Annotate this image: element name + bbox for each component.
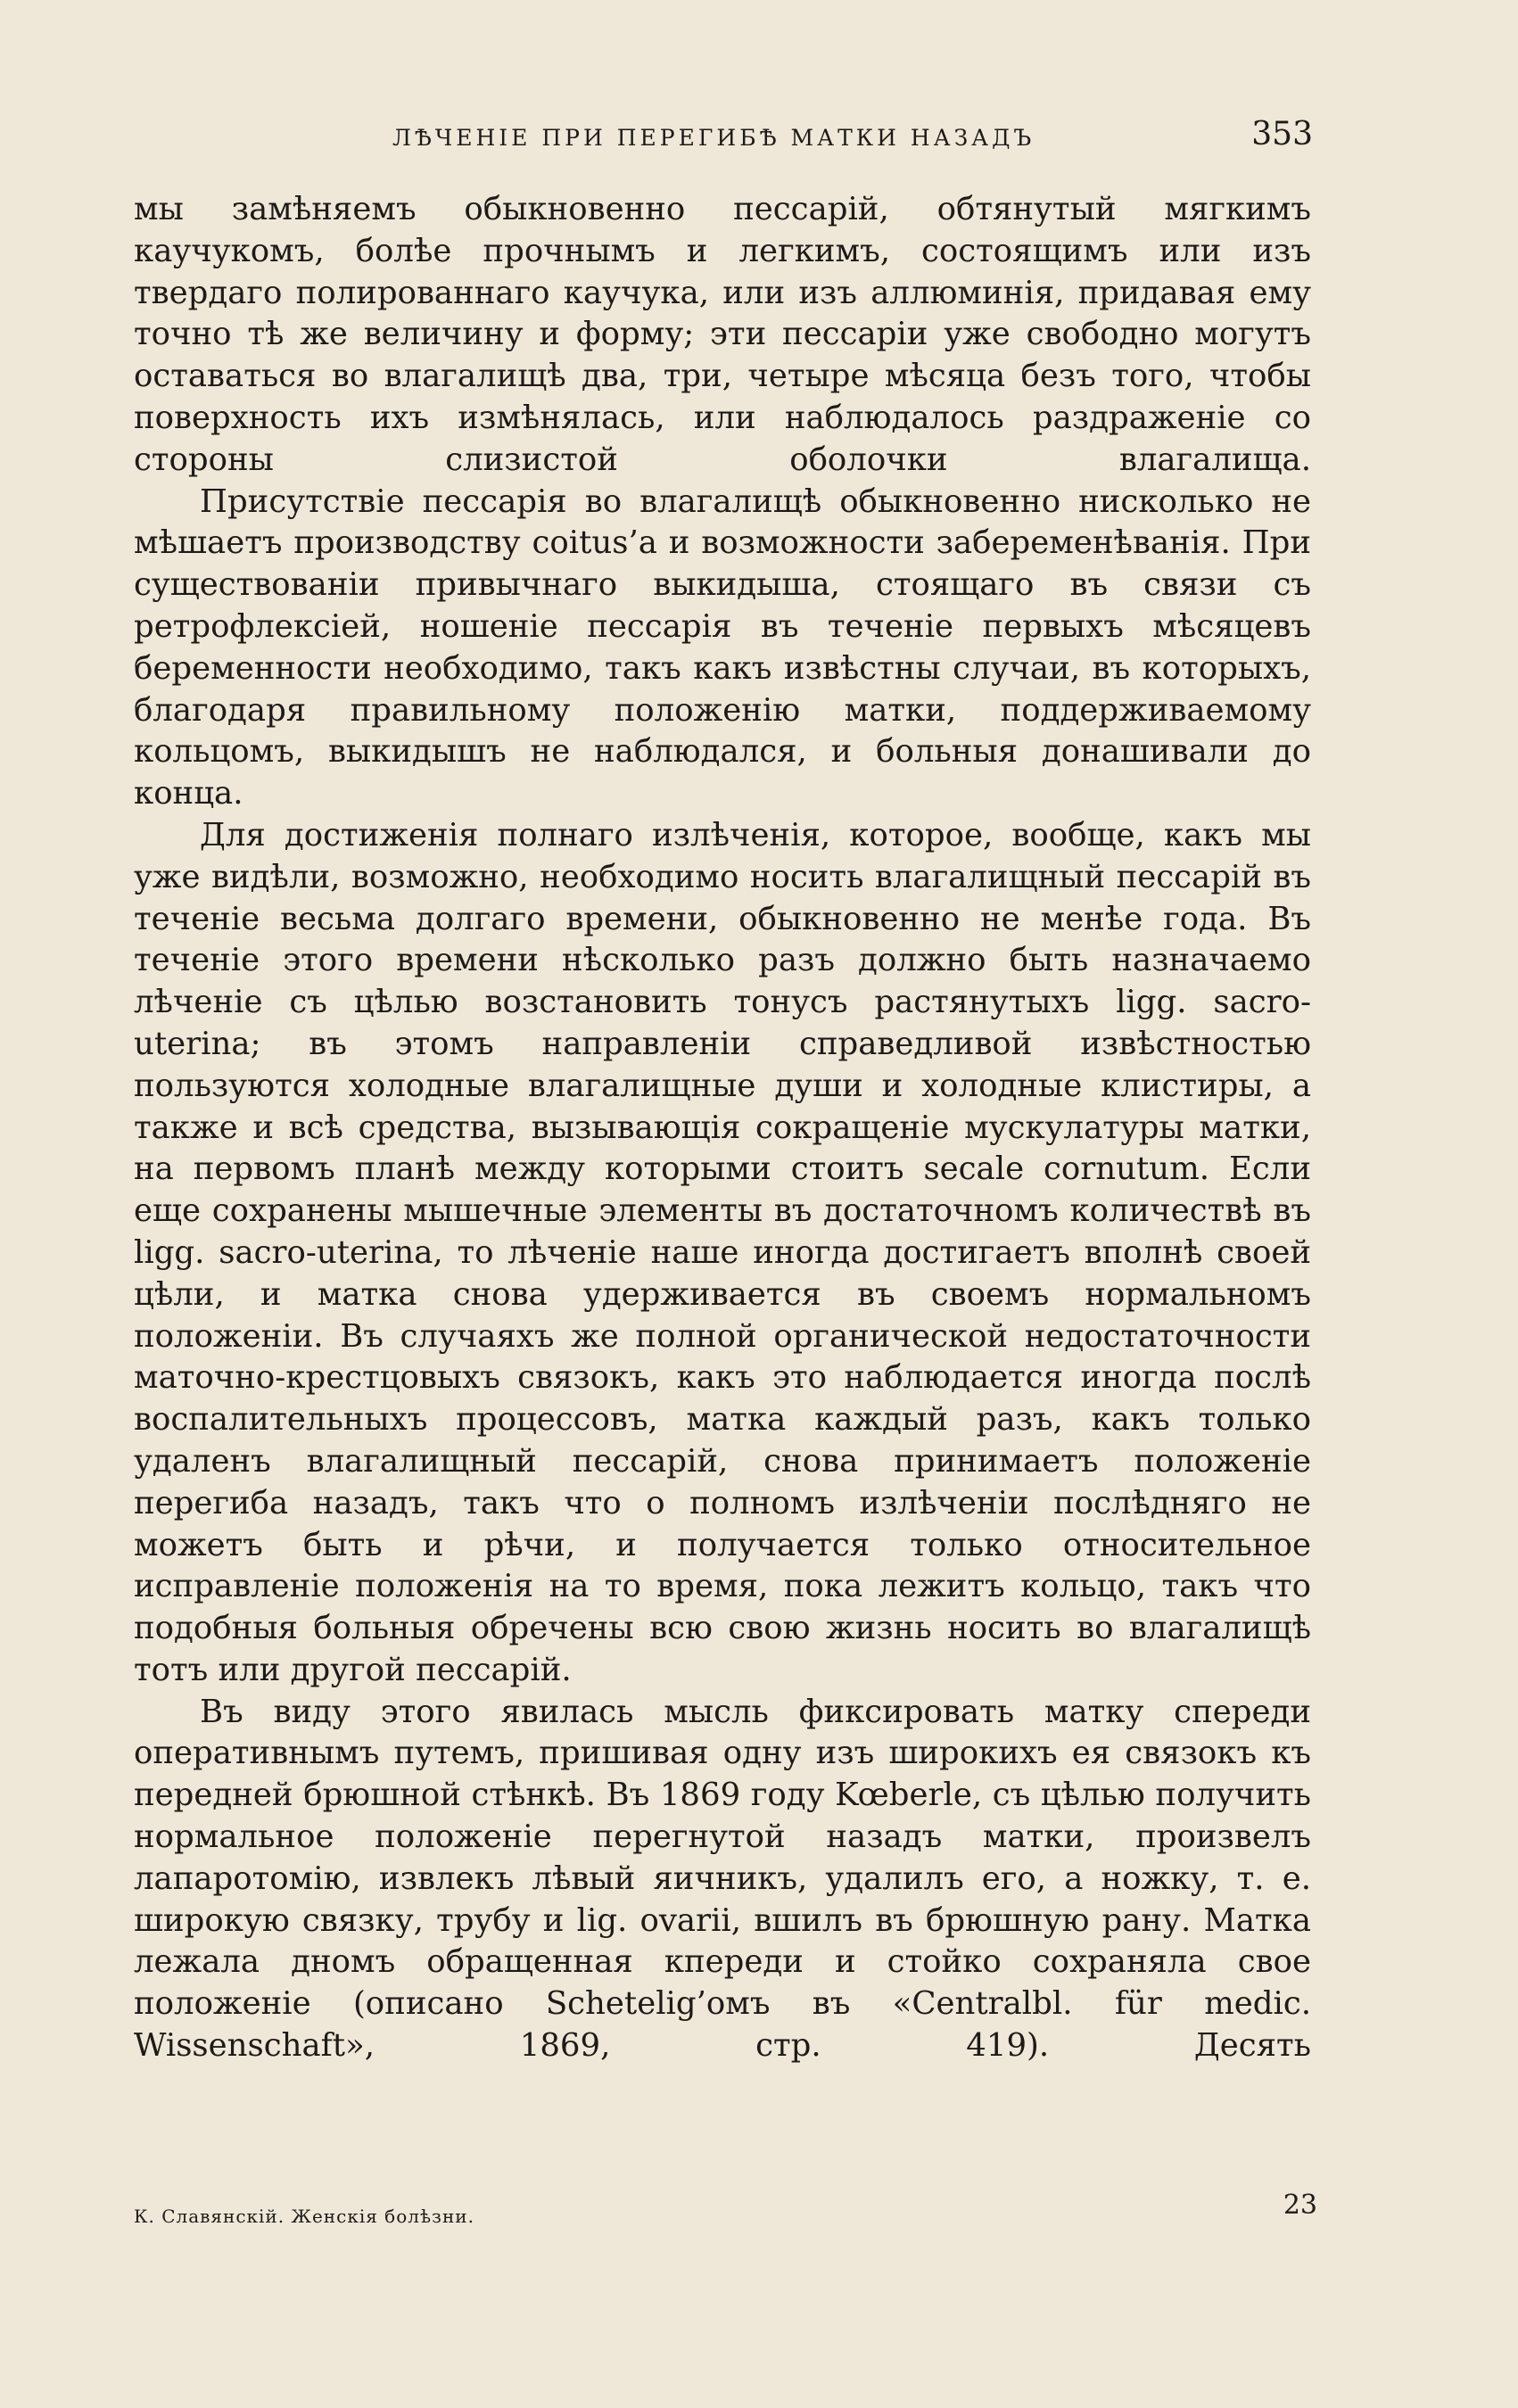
page-footer bbox=[134, 2189, 1317, 2234]
body-text bbox=[134, 189, 1311, 2067]
paragraph: Присутствіе пессарія во влагалищѣ обыкновенно нисколько не мѣшаетъ производству coitus’а и возможности забеременѣванія. При существованіи привычнаго выкидыша, стоящаго въ связи съ ретрофлексіей, ношеніе пессарія въ теченіе первыхъ мѣсяцевъ беременности необходимо, такъ какъ извѣстны случаи, въ которыхъ, благодаря правильному положенію матки, поддерживаемому кольцомъ, выкидышъ не наблюдался, и больныя донашивали до конца. bbox=[134, 482, 1311, 812]
page-number: 353 bbox=[1251, 116, 1313, 153]
paragraph: Въ виду этого явилась мысль фиксировать матку спереди оперативнымъ путемъ, пришивая одну изъ широкихъ ея связокъ къ передней брюшной стѣнкѣ. Въ 1869 году Kœberle, съ цѣлью получить нормальное положеніе перегнутой назадъ матки, произвелъ лапаротомію, извлекъ лѣвый яичникъ, удалилъ его, а ножку, т. е. широкую связку, трубу и lig. ovarii, вшилъ въ брюшную рану. Матка лежала дномъ обращенная кпереди и стойко сохраняла свое положеніе (описано Schetelig’омъ въ «Centralbl. für medic. Wissenschaft», 1869, стр. 419). Десять bbox=[134, 1693, 1311, 2065]
running-head: ЛѢЧЕНІЕ ПРИ ПЕРЕГИБѢ МАТКИ НАЗАДЪ bbox=[392, 125, 1035, 151]
page-header bbox=[134, 116, 1313, 169]
signature-line: К. Славянскій. Женскія болѣзни. bbox=[134, 2206, 474, 2227]
paragraph: мы замѣняемъ обыкновенно пессарій, обтянутый мягкимъ каучукомъ, болѣе прочнымъ и легкимъ, состоящимъ или изъ твердаго полированнаго каучука, или изъ аллюминія, придавая ему точно тѣ же величину и форму; эти пессаріи уже свободно могутъ оставаться во влагалищѣ два, три, четыре мѣсяца безъ того, чтобы поверхность ихъ измѣнялась, или наблюдалось раздраженіе со стороны слизистой оболочки влагалища. bbox=[134, 191, 1311, 478]
signature-number: 23 bbox=[1283, 2189, 1317, 2221]
paragraph: Для достиженія полнаго излѣченія, которое, вообще, какъ мы уже видѣли, возможно, необходимо носить влагалищный пессарій въ теченіе весьма долгаго времени, обыкновенно не менѣе года. Въ теченіе этого времени нѣсколько разъ должно быть назначаемо лѣченіе съ цѣлью возстановить тонусъ растянутыхъ ligg. sacro-uterina; въ этомъ направленіи справедливой извѣстностью пользуются холодные влагалищные души и холодные клистиры, а также и всѣ средства, вызывающія сокращеніе мускулатуры матки, на первомъ планѣ между которыми стоитъ secale cornutum. Если еще сохранены мышечные элементы въ достаточномъ количествѣ въ ligg. sacro-uterina, то лѣченіе наше иногда достигаетъ вполнѣ своей цѣли, и матка снова удерживается въ своемъ нормальномъ положеніи. Въ случаяхъ же полной органической недостаточности маточно-крестцовыхъ связокъ, какъ это наблюдается иногда послѣ воспалительныхъ процессовъ, матка каждый разъ, какъ только удаленъ влагалищный пессарій, снова принимаетъ положеніе перегиба назадъ, такъ что о полномъ излѣченіи послѣдняго не можетъ быть и рѣчи, и получается только относительное исправленіе положенія на то время, пока лежитъ кольцо, такъ что подобныя больныя обречены всю свою жизнь носить во влагалищѣ тотъ или другой пессарій. bbox=[134, 816, 1311, 1688]
